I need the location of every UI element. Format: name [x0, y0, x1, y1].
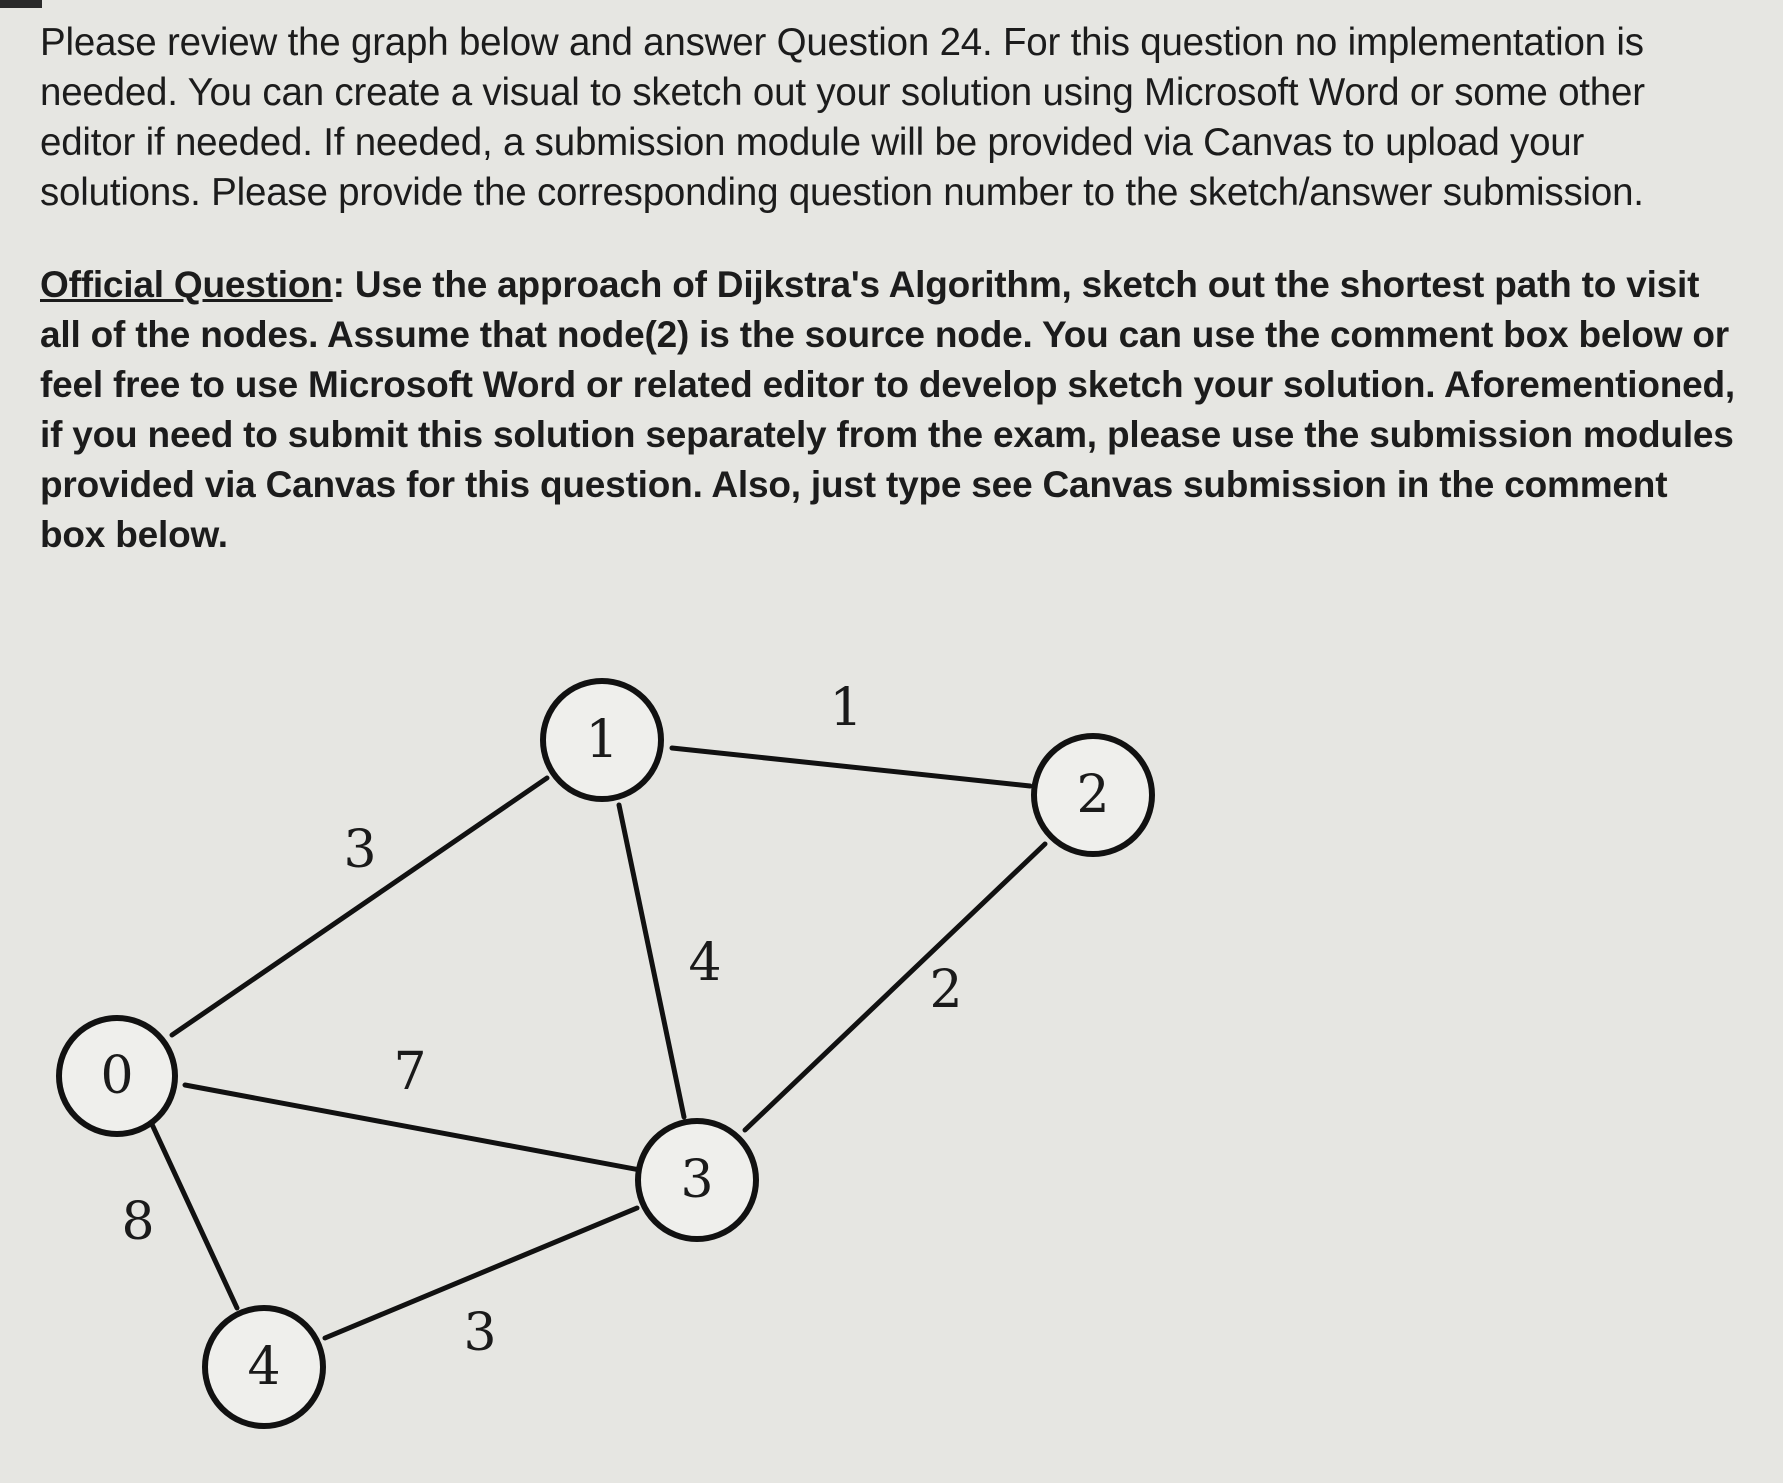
weight-label-0-4: 8 — [121, 1192, 155, 1252]
node-1 — [543, 681, 661, 799]
edge-1-2 — [672, 748, 1030, 786]
question-text: : Use the approach of Dijkstra's Algorithm, sketch out the shortest path to visit all of the nodes. Assume that node(2) is the source node. You can use the comment box below or feel free to use Microsoft Word or related editor to develop sketch your solution. Aforementioned, if you need to submit this solution separately from the exam, please use the submission modules provided via Canvas for this question. Also, just type see Canvas submission in the comment box below. — [40, 264, 1735, 555]
node-0 — [59, 1018, 175, 1134]
node-2-label: 2 — [1076, 765, 1110, 825]
weight-label-1-3: 4 — [688, 933, 722, 993]
node-2 — [1034, 736, 1152, 854]
edge-0-4 — [150, 1120, 237, 1308]
node-4-label: 4 — [247, 1337, 281, 1397]
weight-label-0-1: 3 — [343, 820, 377, 880]
node-1-label: 1 — [585, 710, 619, 770]
edge-0-1 — [172, 778, 547, 1035]
intro-paragraph: Please review the graph below and answer Question 24. For this question no implementation is needed. You can create a visual to sketch out your solution using Microsoft Word or some other editor if needed. If needed, a submission module will be provided via Canvas to upload your solutions. Please provide the corresponding question number to the sketch/answer submission. — [40, 21, 1645, 214]
node-4 — [205, 1308, 323, 1426]
weight-label-2-3: 2 — [929, 960, 963, 1020]
node-0-label: 0 — [100, 1046, 134, 1106]
question-label: Official Question — [40, 264, 333, 305]
edge-2-3 — [745, 844, 1045, 1130]
edge-1-3 — [619, 805, 684, 1117]
node-3-label: 3 — [680, 1150, 714, 1210]
weight-label-1-2: 1 — [829, 678, 863, 738]
weight-label-0-3: 7 — [393, 1042, 427, 1102]
node-3 — [638, 1121, 756, 1239]
weight-label-4-3: 3 — [463, 1303, 497, 1363]
